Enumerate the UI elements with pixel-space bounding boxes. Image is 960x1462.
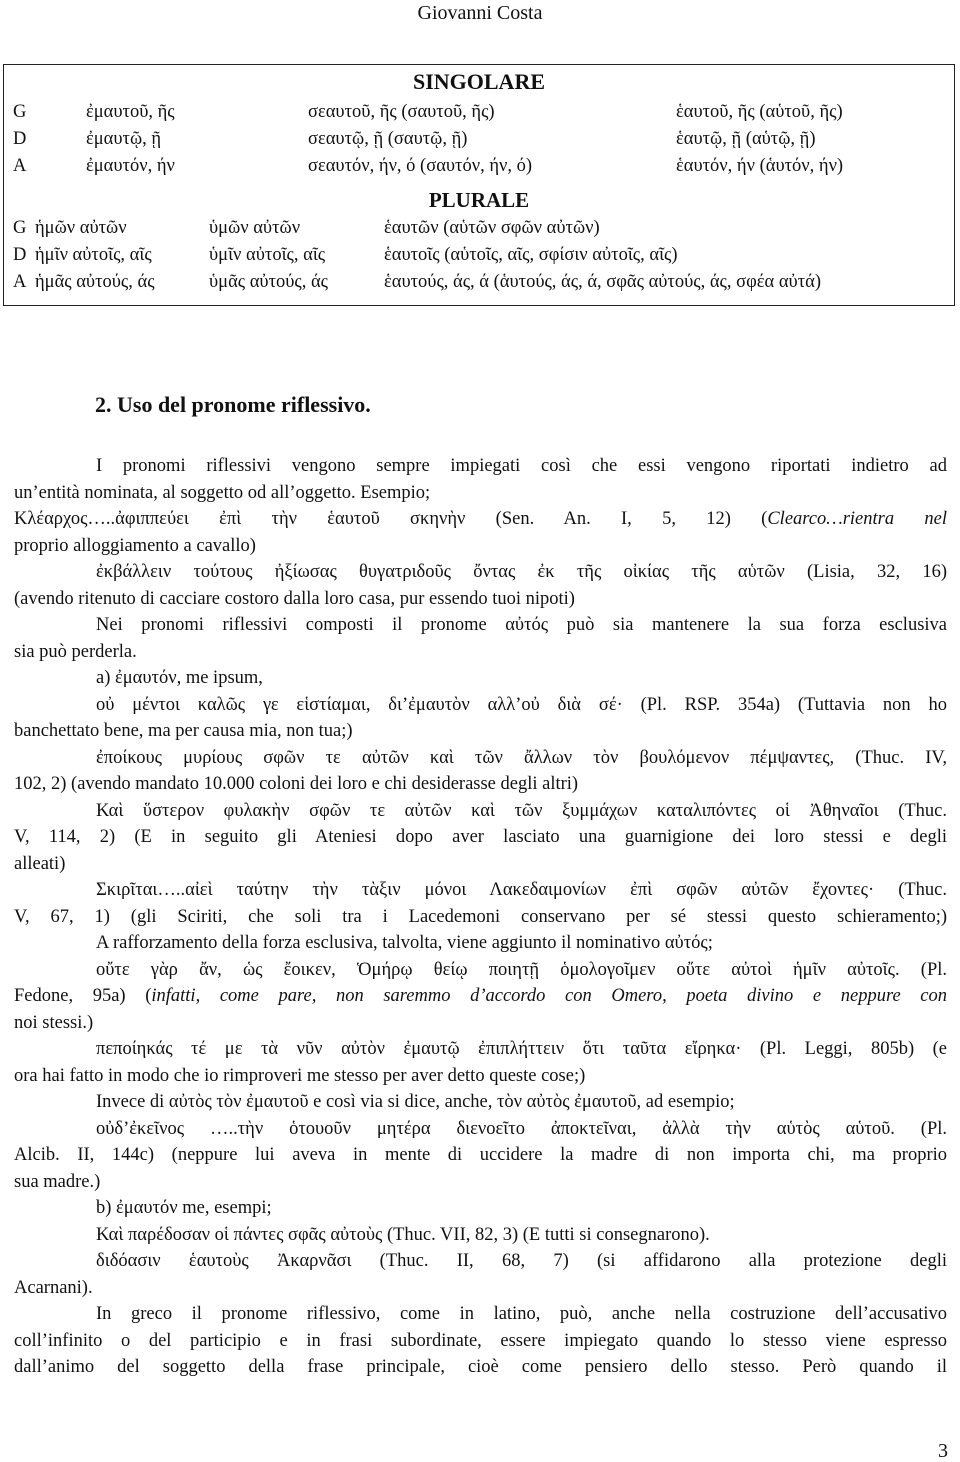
italic-span: infatti, come pare, non saremmo d’accordo con Omero, poeta divino e neppure con	[151, 986, 947, 1006]
text-line: a) ἐμαυτόν, me ipsum,	[96, 668, 263, 688]
text-line: οὔτε γὰρ ἄν, ὡς ἔοικεν, Ὁμήρῳ θείῳ ποιητῇ ὁμολογοῖμεν οὔτε αὐτοὶ ἡμῖν αὐτοῖς. (Pl.	[96, 959, 947, 980]
text-line: ἐκβάλλειν τούτους ἠξίωσας θυγατριδοῦς ὄντας ἐκ τῆς οἰκίας τῆς αὑτῶν (Lisia, 32, 16)	[96, 562, 947, 582]
case-label: D	[13, 129, 27, 149]
case-label: A	[13, 156, 27, 176]
pronoun-declension-table	[3, 64, 955, 306]
text-line: Καὶ ὕστερον φυλακὴν σφῶν τε αὐτῶν καὶ τῶν ξυμμάχων καταλιπόντες οἱ Ἀθηναῖοι (Thuc.	[96, 800, 947, 821]
text-line: banchettato bene, ma per causa mia, non tua;)	[14, 721, 353, 741]
text-line: Alcib. II, 144c) (neppure lui aveva in mente di uccidere la madre di non importa chi, ma proprio	[14, 1145, 947, 1165]
case-label: G	[13, 218, 27, 238]
italic-span: Clearco…rientra nel	[767, 509, 947, 529]
case-label: G	[13, 102, 27, 122]
second-person-form: ὑμῶν αὐτῶν	[209, 218, 301, 238]
text-span: Fedone, 95a) (	[14, 986, 152, 1006]
text-line: un’entità nominata, al soggetto od all’oggetto. Esempio;	[14, 482, 431, 503]
text-line: sua madre.)	[14, 1171, 101, 1192]
text-line: (avendo ritenuto di cacciare costoro dalla loro casa, pur essendo tuoi nipoti)	[14, 588, 575, 609]
text-line: I pronomi riflessivi vengono sempre impiegati così che essi vengono riportati indietro ad	[96, 456, 947, 476]
text-line: ora hai fatto in modo che io rimproveri me stesso per aver detto queste cose;)	[14, 1065, 586, 1086]
table-row	[4, 242, 954, 268]
second-person-form: ὑμῖν αὐτοῖς, αῖς	[209, 245, 326, 265]
third-person-form: ἑαυτῷ, ῇ (αὑτῷ, ῇ)	[676, 129, 816, 149]
plurale-title: PLURALE	[428, 188, 530, 212]
text-line	[14, 506, 947, 533]
first-person-form: ἐμαυτόν, ήν	[86, 156, 175, 176]
text-line: V, 114, 2) (E in seguito gli Ateniesi dopo aver lasciato una guarnigione dei loro stessi e degli	[14, 827, 947, 847]
text-span: Κλέαρχος…..ἀφιππεύει ἐπὶ τὴν ἑαυτοῦ σκηνὴν (Sen. An. I, 5, 12) (	[14, 509, 768, 529]
text-line: In greco il pronome riflessivo, come in latino, può, anche nella costruzione dell’accusativo	[96, 1304, 947, 1324]
text-line: A rafforzamento della forza esclusiva, talvolta, viene aggiunto il nominativo αὐτός;	[96, 933, 713, 953]
text-line: 102, 2) (avendo mandato 10.000 coloni dei loro e chi desiderasse degli altri)	[14, 774, 579, 794]
third-person-form: ἑαυτῶν (αὑτῶν σφῶν αὐτῶν)	[384, 218, 600, 238]
text-line: proprio alloggiamento a cavallo)	[14, 535, 256, 556]
text-line: Invece di αὐτὸς τὸν ἐμαυτοῦ e così via si dice, anche, τὸν αὐτὸς ἐμαυτοῦ, ad esempio;	[96, 1092, 735, 1112]
first-person-form: ἡμῖν αὐτοῖς, αῖς	[35, 245, 152, 265]
text-line: οὐδ’ἐκεῖνος …..τὴν ὁτουοῦν μητέρα διενοεῖτο ἀποκτεῖναι, ἀλλὰ τὴν αὑτὸς αὑτοῦ. (Pl.	[96, 1118, 947, 1139]
case-label: D	[13, 245, 27, 265]
text-line: ἐποίκους μυρίους σφῶν τε αὐτῶν καὶ τῶν ἄλλων τὸν βουλόμενον πέμψαντες, (Thuc. IV,	[96, 747, 947, 768]
text-line: Σκιρῖται…..αἰεὶ ταύτην τὴν τὰξιν μόνοι Λακεδαιμονίων ἐπὶ σφῶν αὐτῶν ἔχοντες· (Thuc.	[96, 880, 947, 900]
case-label: A	[13, 272, 27, 292]
page-number: 3	[938, 1440, 948, 1462]
running-header: Giovanni Costa	[417, 2, 543, 24]
text-line: noi stessi.)	[14, 1012, 94, 1033]
text-line: διδόασιν ἑαυτοὺς Ἀκαρνᾶσι (Thuc. II, 68, 7) (si affidarono alla protezione degli	[96, 1251, 947, 1271]
table-row	[4, 99, 954, 125]
table-row	[4, 126, 954, 152]
first-person-form: ἐμαυτῷ, ῇ	[86, 129, 162, 149]
first-person-form: ἡμῶν αὐτῶν	[35, 218, 127, 238]
first-person-form: ἡμᾶς αὐτούς, άς	[35, 272, 155, 292]
text-line: Καὶ παρέδοσαν οἱ πάντες σφᾶς αὐτοὺς (Thuc. VII, 82, 3) (E tutti si consegnarono).	[96, 1224, 710, 1245]
text-line: coll’infinito o del participio e in frasi subordinate, essere impiegato quando lo stesso viene espresso	[14, 1330, 947, 1351]
second-person-form: σεαυτόν, ήν, ό (σαυτόν, ήν, ό)	[308, 156, 533, 176]
third-person-form: ἑαυτοῦ, ῆς (αὑτοῦ, ῆς)	[676, 102, 843, 122]
text-line: οὐ μέντοι καλῶς γε εἱστίαμαι, δι’ἐμαυτὸν αλλ’οὐ διὰ σέ· (Pl. RSP. 354a) (Tuttavia non ho	[96, 694, 947, 715]
first-person-form: ἐμαυτοῦ, ῆς	[86, 102, 175, 122]
third-person-form: ἑαυτούς, άς, ά (ἁυτούς, άς, ά, σφᾶς αὐτούς, άς, σφέα αὐτά)	[384, 272, 821, 292]
text-line: alleati)	[14, 853, 66, 874]
second-person-form: σεαυτῷ, ῇ (σαυτῷ, ῇ)	[308, 129, 468, 149]
text-line: Nei pronomi riflessivi composti il pronome αὐτός può sia mantenere la sua forza esclusiva	[96, 615, 947, 635]
text-line	[14, 983, 947, 1010]
third-person-form: ἑαυτοῖς (αὑτοῖς, αῖς, σφίσιν αὐτοῖς, αῖς)	[384, 245, 678, 265]
table-row	[4, 153, 954, 179]
singolare-title: SINGOLARE	[412, 69, 546, 94]
text-line: b) ἐμαυτόν me, esempi;	[96, 1198, 272, 1218]
text-line: Acarnani).	[14, 1277, 93, 1298]
second-person-form: ὑμᾶς αὐτούς, άς	[209, 272, 329, 292]
section-heading: 2. Uso del pronome riflessivo.	[95, 392, 371, 417]
table-row	[4, 215, 954, 241]
text-line: dall’animo del soggetto della frase principale, cioè come pensiero dello stesso. Però quando il	[14, 1357, 947, 1377]
body-text	[14, 453, 947, 1381]
second-person-form: σεαυτοῦ, ῆς (σαυτοῦ, ῆς)	[308, 102, 495, 122]
text-line: V, 67, 1) (gli Sciriti, che soli tra i Lacedemoni conservano per sé stessi questo schieramento;)	[14, 906, 947, 927]
third-person-form: ἑαυτόν, ήν (ἁυτόν, ήν)	[676, 156, 844, 176]
table-row	[4, 269, 954, 295]
text-line: sia può perderla.	[14, 641, 137, 662]
text-line: πεποίηκάς τέ με τὰ νῦν αὐτὸν ἐμαυτῷ ἐπιπλήττειν ὅτι ταῦτα εἴρηκα· (Pl. Leggi, 805b) (e	[96, 1039, 947, 1059]
